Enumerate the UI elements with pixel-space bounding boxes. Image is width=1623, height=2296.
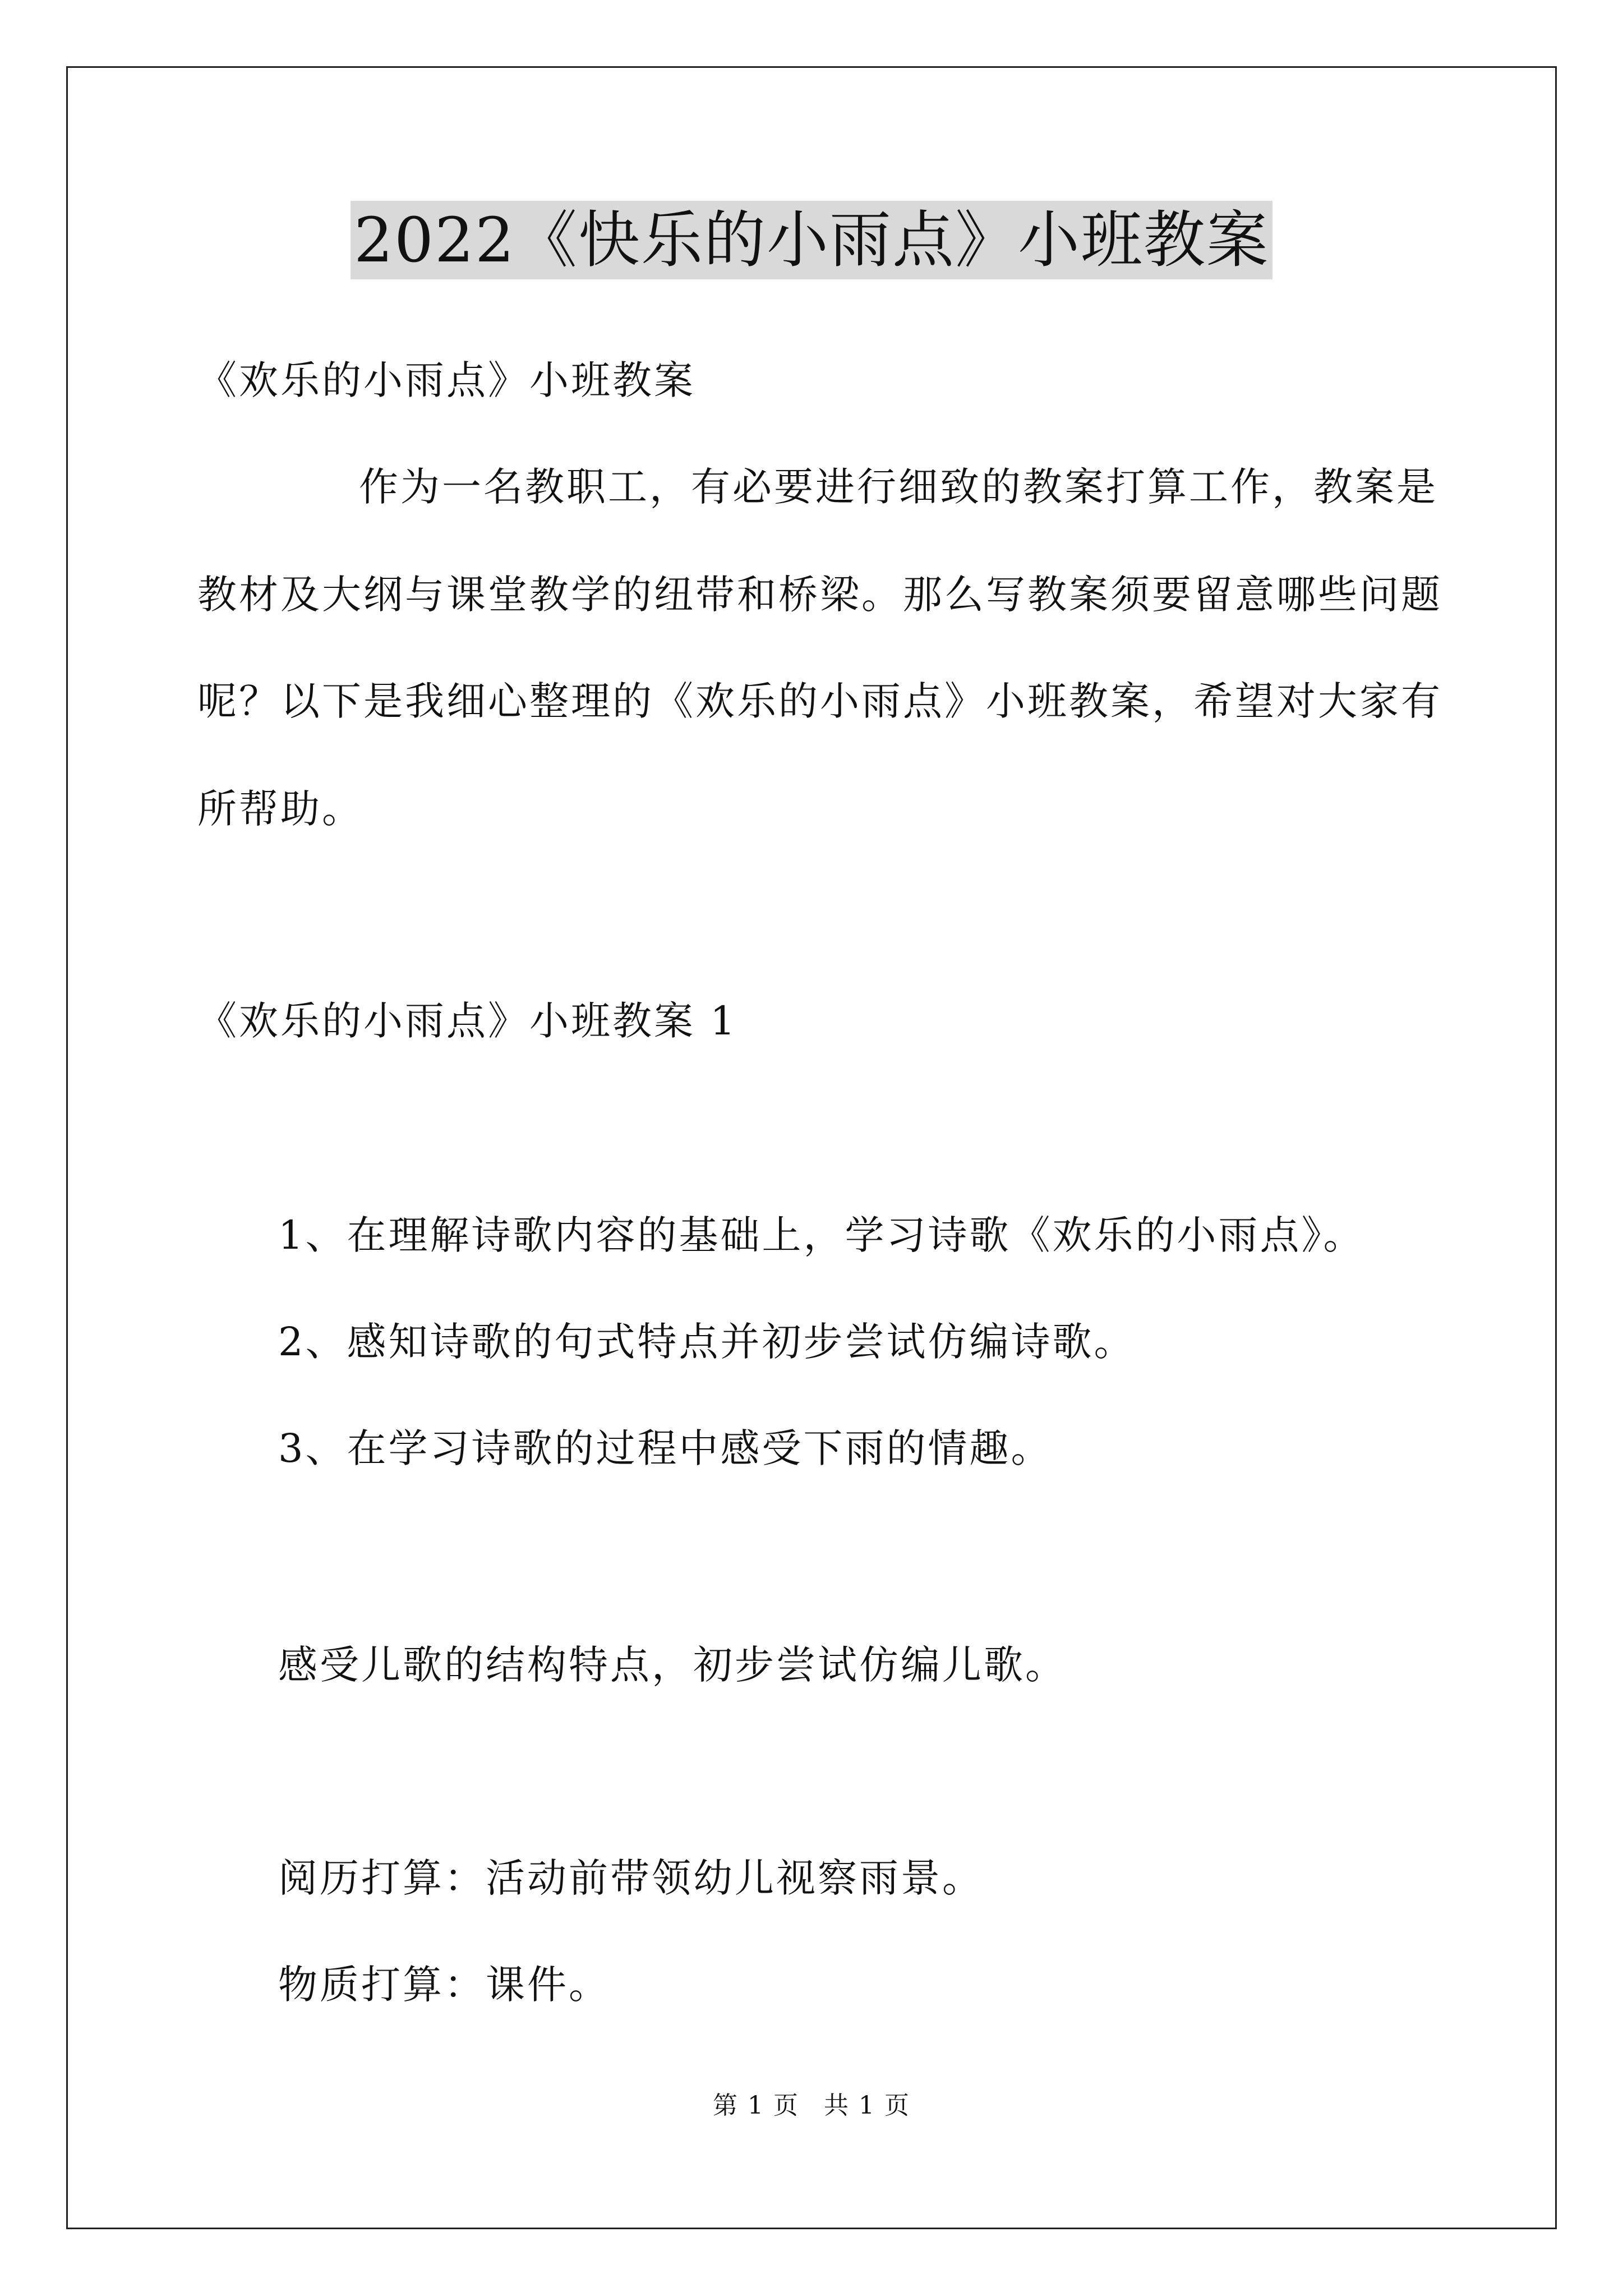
goal-item-3: 3、在学习诗歌的过程中感受下雨的情趣。 — [278, 1425, 1053, 1471]
key-point: 感受儿歌的结构特点，初步尝试仿编儿歌。 — [278, 1642, 1067, 1688]
subtitle: 《欢乐的小雨点》小班教案 — [197, 357, 695, 403]
intro-line-2: 教材及大纲与课堂教学的纽带和桥梁。那么写教案须要留意哪些问题 — [197, 572, 1442, 618]
intro-line-4: 所帮助。 — [197, 786, 363, 832]
page-footer — [0, 2089, 1623, 2123]
goal-item-2: 2、感知诗歌的句式特点并初步尝试仿编诗歌。 — [278, 1319, 1136, 1365]
page-number: 第 1 页 — [713, 2091, 799, 2120]
goal-item-1: 1、在理解诗歌内容的基础上，学习诗歌《欢乐的小雨点》。 — [278, 1212, 1365, 1258]
title-container — [0, 201, 1623, 279]
page-total: 共 1 页 — [824, 2091, 910, 2120]
experience-prep: 阅历打算：活动前带领幼儿视察雨景。 — [278, 1855, 984, 1901]
intro-line-1: 作为一名教职工，有必要进行细致的教案打算工作，教案是 — [359, 464, 1438, 510]
intro-line-3: 呢？以下是我细心整理的《欢乐的小雨点》小班教案，希望对大家有 — [197, 678, 1442, 724]
material-prep: 物质打算：课件。 — [278, 1962, 610, 2008]
section-heading: 《欢乐的小雨点》小班教案 1 — [197, 998, 737, 1044]
document-title: 2022《快乐的小雨点》小班教案 — [351, 201, 1272, 279]
